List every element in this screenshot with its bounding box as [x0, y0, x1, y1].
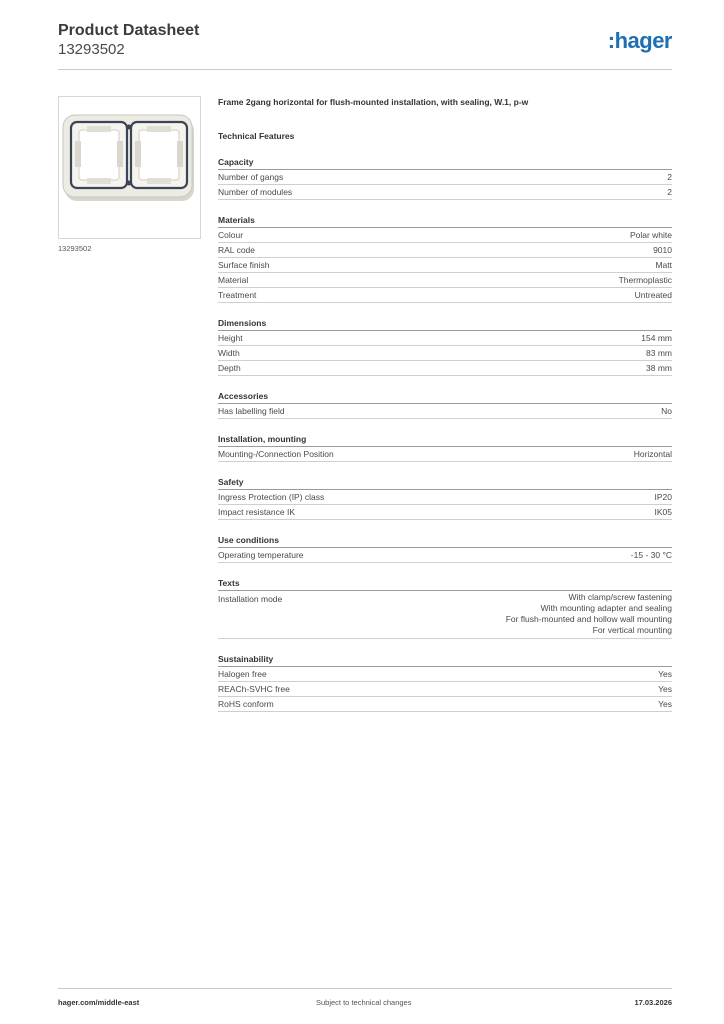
spec-row	[218, 185, 672, 200]
spec-value: Yes	[658, 699, 672, 709]
spec-label: REACh-SVHC free	[218, 684, 290, 694]
spec-value: 154 mm	[641, 333, 672, 343]
spec-value-line: With mounting adapter and sealing	[540, 603, 672, 613]
spec-row	[218, 243, 672, 258]
spec-label: Impact resistance IK	[218, 507, 296, 517]
spec-section	[218, 214, 672, 303]
spec-row	[218, 228, 672, 243]
spec-row	[218, 273, 672, 288]
spec-section	[218, 433, 672, 462]
spec-value-line: For vertical mounting	[592, 625, 672, 635]
spec-row	[218, 258, 672, 273]
spec-value: Thermoplastic	[618, 275, 672, 285]
spec-label: Material	[218, 275, 249, 285]
frame-illustration	[59, 97, 200, 238]
spec-label: Depth	[218, 363, 241, 373]
section-title: Dimensions	[218, 317, 672, 331]
section-title: Installation, mounting	[218, 433, 672, 447]
spec-value-line: With clamp/screw fastening	[568, 592, 672, 602]
spec-row	[218, 591, 672, 639]
spec-label: Width	[218, 348, 240, 358]
page-title: Product Datasheet	[58, 22, 200, 39]
spec-label: Number of gangs	[218, 172, 284, 182]
technical-features-title: Technical Features	[218, 131, 295, 141]
spec-label: Operating temperature	[218, 550, 304, 560]
spec-label: Has labelling field	[218, 406, 285, 416]
spec-value: 9010	[653, 245, 672, 255]
section-title: Capacity	[218, 156, 672, 170]
spec-section	[218, 577, 672, 639]
spec-label: RoHS conform	[218, 699, 274, 709]
spec-value: 38 mm	[646, 363, 672, 373]
spec-value: 2	[667, 172, 672, 182]
spec-row	[218, 361, 672, 376]
spec-label: Ingress Protection (IP) class	[218, 492, 325, 502]
spec-value: Untreated	[634, 290, 672, 300]
spec-label: Treatment	[218, 290, 257, 300]
section-title: Texts	[218, 577, 672, 591]
spec-section	[218, 390, 672, 419]
footer-website[interactable]: hager.com/middle-east	[58, 998, 140, 1007]
spec-label: Halogen free	[218, 669, 267, 679]
spec-label: Colour	[218, 230, 244, 240]
section-title: Accessories	[218, 390, 672, 404]
spec-value: Horizontal	[633, 449, 672, 459]
product-image	[58, 96, 201, 239]
section-title: Sustainability	[218, 653, 672, 667]
footer-date: 17.03.2026	[634, 998, 672, 1007]
spec-section	[218, 653, 672, 712]
spec-row	[218, 404, 672, 419]
spec-row	[218, 346, 672, 361]
spec-value	[506, 592, 672, 636]
spec-value: Yes	[658, 684, 672, 694]
spec-label: Height	[218, 333, 243, 343]
spec-row	[218, 288, 672, 303]
svg-text::hager: :hager	[607, 28, 672, 53]
spec-label: Number of modules	[218, 187, 293, 197]
footer-divider	[58, 988, 672, 989]
page-header	[58, 22, 672, 70]
footer-notice: Subject to technical changes	[316, 998, 412, 1007]
spec-row	[218, 505, 672, 520]
spec-row	[218, 331, 672, 346]
spec-value: 2	[667, 187, 672, 197]
spec-section	[218, 156, 672, 200]
spec-content	[218, 96, 672, 712]
spec-value: IK05	[654, 507, 672, 517]
spec-row	[218, 447, 672, 462]
spec-row	[218, 490, 672, 505]
spec-row	[218, 667, 672, 682]
spec-section	[218, 476, 672, 520]
section-title: Safety	[218, 476, 672, 490]
product-description: Frame 2gang horizontal for flush-mounted installation, with sealing, W.1, p-w	[218, 97, 529, 107]
spec-value: 83 mm	[646, 348, 672, 358]
spec-value: Yes	[658, 669, 672, 679]
header-divider	[58, 69, 672, 70]
hager-logo	[586, 28, 672, 56]
spec-label: Mounting-/Connection Position	[218, 449, 334, 459]
spec-sections	[218, 156, 672, 712]
spec-value: Polar white	[629, 230, 672, 240]
spec-value-line: For flush-mounted and hollow wall mounting	[505, 614, 672, 624]
spec-row	[218, 682, 672, 697]
section-title: Materials	[218, 214, 672, 228]
spec-section	[218, 317, 672, 376]
section-title: Use conditions	[218, 534, 672, 548]
spec-label: RAL code	[218, 245, 256, 255]
spec-label: Installation mode	[218, 594, 283, 604]
spec-value: Matt	[655, 260, 672, 270]
product-number: 13293502	[58, 41, 125, 58]
spec-row	[218, 170, 672, 185]
spec-row	[218, 697, 672, 712]
spec-value: No	[661, 406, 672, 416]
spec-value: IP20	[654, 492, 672, 502]
spec-row	[218, 548, 672, 563]
spec-section	[218, 534, 672, 563]
image-caption: 13293502	[58, 244, 92, 253]
spec-value: -15 - 30 °C	[630, 550, 672, 560]
spec-label: Surface finish	[218, 260, 270, 270]
